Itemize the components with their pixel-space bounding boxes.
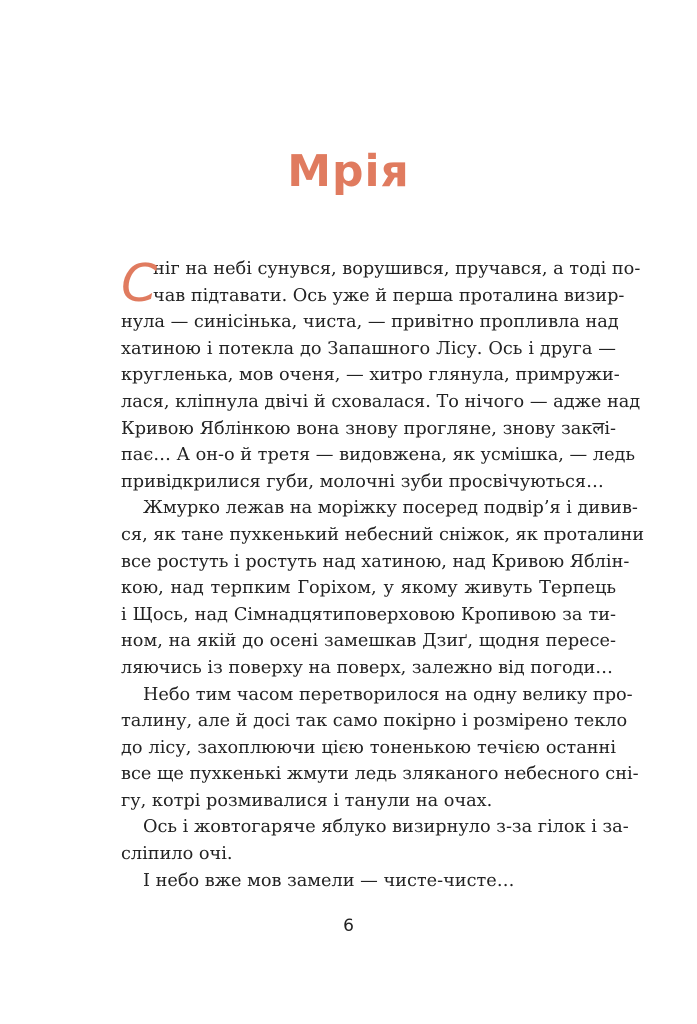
page-number: 6 (343, 916, 354, 936)
text-line: лася, кліпнула двічі й сховалася. То нічого — адже над (121, 391, 641, 412)
text-line: привідкрилися губи, молочні зуби просвічуються… (121, 471, 604, 492)
chapter-text (121, 254, 645, 894)
text-line: кругленька, мов оченя, — хитро глянула, примружи- (121, 365, 620, 386)
text-line: до лісу, захоплюючи цією тоненькою течією останні (121, 737, 616, 758)
text-line: гу, котрі розмивалися і танули на очах. (121, 790, 493, 811)
chapter-title: Мрія (287, 146, 410, 197)
text-line: ся, як тане пухкенький небесний сніжок, як проталини (121, 524, 645, 545)
text-line: чав підтавати. Ось уже й перша проталина визир- (153, 285, 625, 306)
text-line: Небо тим часом перетворилося на одну велику про- (143, 684, 633, 705)
text-line: талину, але й досі так само покірно і розмірено текло (121, 711, 628, 732)
text-line: І небо вже мов замели — чисте-чисте… (143, 870, 515, 891)
text-line: Ось і жовтогаряче яблуко визирнуло з-за гілок і за- (143, 817, 629, 838)
text-line: Жмурко лежав на моріжку посеред подвір’я і дивив- (143, 498, 638, 519)
text-line: хатиною і потекла до Запашного Лісу. Ось і друга — (121, 338, 616, 359)
text-line: Кривою Яблінкою вона знову прогляне, знову закलі- (121, 418, 616, 439)
text-line: нула — синісінька, чиста, — привітно пропливла над (121, 312, 619, 333)
text-line: сліпило очі. (121, 844, 233, 865)
text-line: все ще пухкенькі жмути ледь зляканого небесного сні- (121, 764, 639, 785)
drop-cap: С (121, 254, 158, 314)
text-line: ном, на якій до осені замешкав Дзиґ, щодня пересе- (121, 631, 616, 652)
text-line: пає… А он-о й третя — видовжена, як усмішка, — ледь (121, 445, 636, 466)
text-line: ляючись із поверху на поверх, залежно від погоди… (121, 657, 613, 678)
text-line: ніг на небі сунувся, ворушився, пручався, а тоді по- (153, 259, 641, 279)
text-line: все ростуть і ростуть над хатиною, над Кривою Яблін- (121, 551, 630, 572)
text-line: кою, над терпким Горіхом, у якому живуть Терпець (121, 578, 616, 599)
text-line: і Щось, над Сімнадцятиповерховою Кропивою за ти- (121, 604, 616, 625)
